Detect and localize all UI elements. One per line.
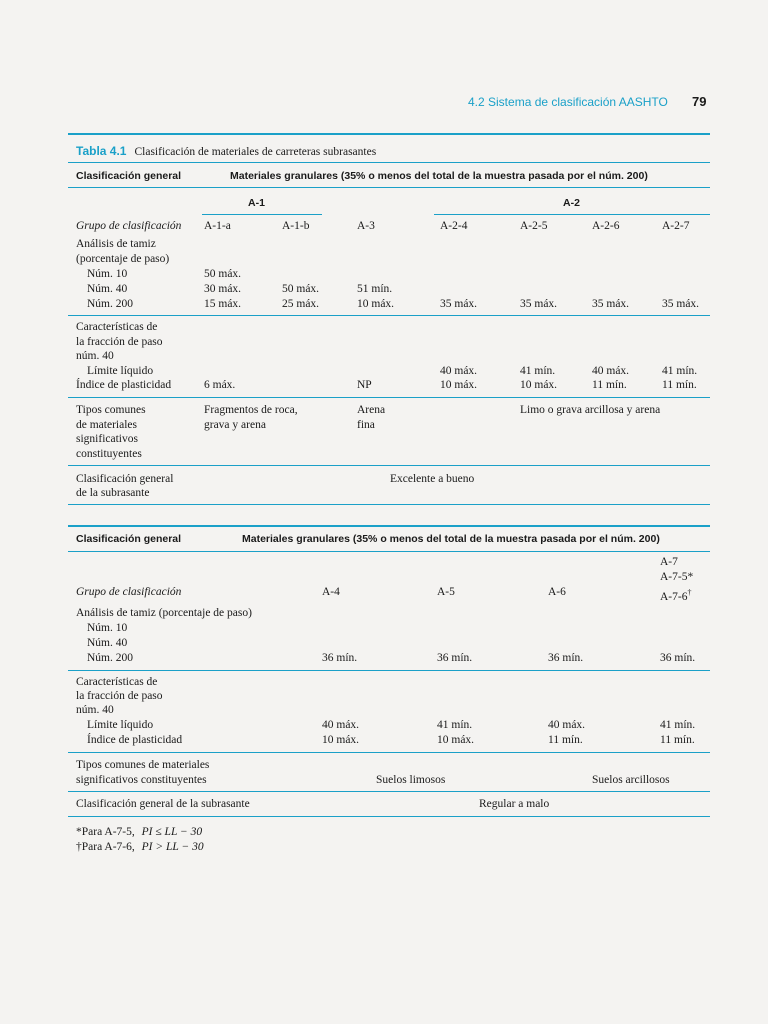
value-cell: 41 mín. (437, 719, 473, 731)
dagger-mark: † (687, 588, 692, 597)
caract-label: núm. 40 (76, 350, 114, 362)
num40-label: Núm. 40 (87, 283, 128, 295)
tipos-label: Tipos comunes de materiales (76, 759, 210, 771)
table-caption (76, 142, 376, 160)
value-cell: 10 máx. (322, 734, 360, 746)
subrasante-label: Clasificación general de la subrasante (76, 798, 250, 810)
value-cell: 35 máx. (662, 298, 700, 310)
value-cell: 40 máx. (440, 365, 478, 377)
group-a2-header: A-2 (563, 197, 580, 209)
tipos-label: Tipos comunes (76, 404, 146, 416)
value-cell: NP (357, 379, 372, 391)
group-a7-6-text: A-7-6 (660, 590, 688, 603)
caract-label: Características de (76, 321, 158, 333)
subrasante-label: de la subrasante (76, 487, 150, 499)
rule (68, 187, 710, 188)
rule (68, 397, 710, 398)
rule (68, 551, 710, 552)
indice-label: Índice de plasticidad (76, 379, 172, 391)
tipo-a2: Limo o grava arcillosa y arena (520, 404, 661, 416)
group-cell: A-2-5 (520, 220, 548, 232)
num10-label: Núm. 10 (87, 622, 128, 634)
value-cell: 11 mín. (662, 379, 697, 391)
value-cell: 10 máx. (357, 298, 395, 310)
value-cell: 40 máx. (548, 719, 586, 731)
rule (68, 816, 710, 817)
footnote-formula: PI ≤ LL − 30 (141, 826, 203, 838)
value-cell: 10 máx. (440, 379, 478, 391)
group-cell: A-2-6 (592, 220, 620, 232)
tipo-a3: fina (357, 419, 375, 431)
grupo-label: Grupo de clasificación (76, 220, 182, 232)
value-cell: 50 máx. (282, 283, 320, 295)
rule (68, 504, 710, 505)
value-cell: 10 máx. (520, 379, 558, 391)
num40-label: Núm. 40 (87, 637, 128, 649)
value-cell: 36 mín. (548, 652, 584, 664)
tipo-arcillosos: Suelos arcillosos (592, 774, 670, 786)
num10-label: Núm. 10 (87, 268, 128, 280)
rule (68, 162, 710, 163)
footnote-prefix: †Para A-7-6, (76, 841, 135, 853)
rule (68, 752, 710, 753)
value-cell: 11 mín. (592, 379, 627, 391)
value-cell: 11 mín. (548, 734, 583, 746)
tipo-a1: grava y arena (204, 419, 266, 431)
group-a7-5: A-7-5* (660, 571, 694, 583)
value-cell: 15 máx. (204, 298, 242, 310)
subrasante-value: Excelente a bueno (390, 473, 475, 485)
col-materials-header: Materiales granulares (35% o menos del total de la muestra pasada por el núm. 200) (230, 170, 648, 182)
value-cell: 35 máx. (440, 298, 478, 310)
group-cell: A-4 (322, 586, 340, 598)
tipos-label: constituyentes (76, 448, 142, 460)
value-cell: 25 máx. (282, 298, 320, 310)
group-a7: A-7 (660, 556, 678, 568)
page-number: 79 (692, 94, 707, 109)
tipos-label: significativos constituyentes (76, 774, 207, 786)
group-a1-header: A-1 (248, 197, 265, 209)
analisis-label: (porcentaje de paso) (76, 253, 170, 265)
rule (68, 791, 710, 792)
limite-label: Límite líquido (87, 365, 154, 377)
rule (68, 670, 710, 671)
value-cell: 35 máx. (592, 298, 630, 310)
analisis-label: Análisis de tamiz (porcentaje de paso) (76, 607, 252, 619)
table-caption-text: Clasificación de materiales de carreteras subrasantes (134, 146, 377, 158)
tipo-limosos: Suelos limosos (376, 774, 446, 786)
value-cell: 36 mín. (322, 652, 358, 664)
subrasante-label: Clasificación general (76, 473, 174, 485)
caract-label: núm. 40 (76, 704, 114, 716)
group-cell: A-3 (357, 220, 375, 232)
running-header-section: 4.2 Sistema de clasificación AASHTO (468, 95, 668, 109)
value-cell: 41 mín. (662, 365, 698, 377)
table-top-rule (68, 133, 710, 135)
footnote-a7-6 (76, 840, 204, 855)
value-cell: 6 máx. (204, 379, 236, 391)
group-cell: A-2-7 (662, 220, 690, 232)
rule (68, 465, 710, 466)
value-cell: 40 máx. (322, 719, 360, 731)
value-cell: 50 máx. (204, 268, 242, 280)
group-cell: A-1-b (282, 220, 310, 232)
value-cell: 30 máx. (204, 283, 242, 295)
group-cell: A-1-a (204, 220, 231, 232)
group-a7-6 (660, 585, 691, 605)
caract-label: Características de (76, 676, 158, 688)
a1-underline (202, 214, 322, 215)
group-cell: A-5 (437, 586, 455, 598)
rule (68, 315, 710, 316)
col-general-header: Clasificación general (76, 533, 182, 545)
caract-label: la fracción de paso (76, 690, 163, 702)
value-cell: 36 mín. (437, 652, 473, 664)
table2-top-rule (68, 525, 710, 527)
footnote-formula: PI > LL − 30 (141, 841, 204, 853)
value-cell: 41 mín. (520, 365, 556, 377)
col-general-header: Clasificación general (76, 170, 182, 182)
group-cell: A-6 (548, 586, 566, 598)
limite-label: Límite líquido (87, 719, 154, 731)
num200-label: Núm. 200 (87, 298, 133, 310)
col-materials-header: Materiales granulares (35% o menos del total de la muestra pasada por el núm. 200) (242, 533, 660, 545)
tipos-label: de materiales (76, 419, 137, 431)
subrasante-value: Regular a malo (479, 798, 550, 810)
value-cell: 41 mín. (660, 719, 696, 731)
value-cell: 51 mín. (357, 283, 393, 295)
tipo-a3: Arena (357, 404, 386, 416)
footnote-prefix: *Para A-7-5, (76, 826, 135, 838)
table-label: Tabla 4.1 (76, 144, 127, 158)
a2-underline (434, 214, 710, 215)
grupo-label: Grupo de clasificación (76, 586, 182, 598)
indice-label: Índice de plasticidad (87, 734, 183, 746)
value-cell: 10 máx. (437, 734, 475, 746)
value-cell: 35 máx. (520, 298, 558, 310)
num200-label: Núm. 200 (87, 652, 133, 664)
analisis-label: Análisis de tamiz (76, 238, 156, 250)
value-cell: 11 mín. (660, 734, 695, 746)
footnote-a7-5 (76, 825, 202, 840)
group-cell: A-2-4 (440, 220, 468, 232)
caract-label: la fracción de paso (76, 336, 163, 348)
value-cell: 40 máx. (592, 365, 630, 377)
tipos-label: significativos (76, 433, 138, 445)
tipo-a1: Fragmentos de roca, (204, 404, 298, 416)
value-cell: 36 mín. (660, 652, 696, 664)
